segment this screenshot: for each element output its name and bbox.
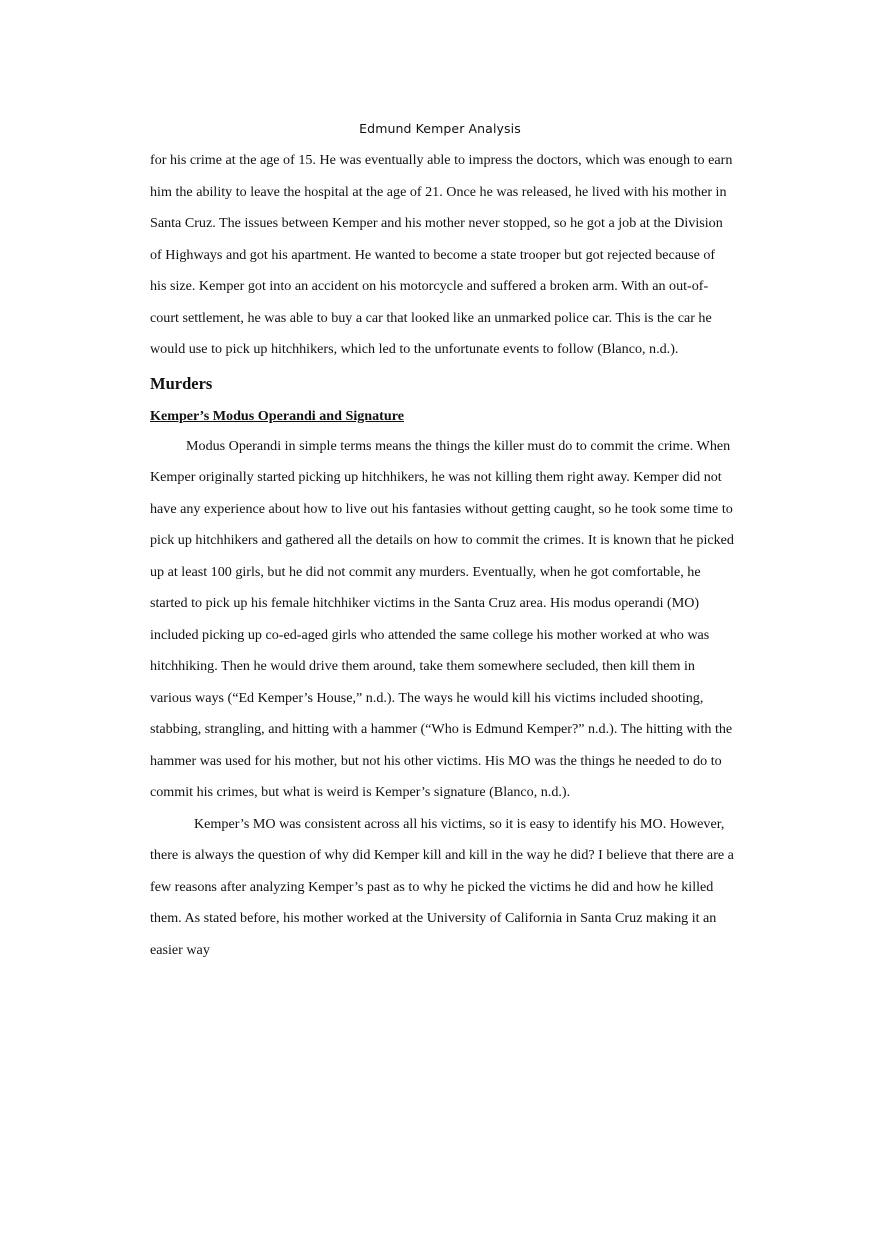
- intro-paragraph: for his crime at the age of 15. He was eventually able to impress the doctors, which was enough to earn him the ability to leave the hospital at the age of 21. Once he was released, he lived with his mother in Santa Cruz. The issues between Kemper and his mother never stopped, so he got a job at the Division of Highways and got his apartment. He wanted to become a state trooper but got rejected because of his size. Kemper got into an accident on his motorcycle and suffered a broken arm. With an out-of-court settlement, he was able to buy a car that looked like an unmarked police car. This is the car he would use to pick up hitchhikers, which led to the unfortunate events to follow (Blanco, n.d.).: [150, 152, 733, 357]
- document-body: [150, 145, 734, 966]
- modus-operandi-paragraph: Modus Operandi in simple terms means the things the killer must do to commit the crime. When Kemper originally started picking up hitchhikers, he was not killing them right away. Kemper did not have any experience about how to live out his fantasies without getting caught, so he took some time to pick up hitchhikers and gathered all the details on how to commit the crimes. It is known that he picked up at least 100 girls, but he did not commit any murders. Eventually, when he got comfortable, he started to pick up his female hitchhiker victims in the Santa Cruz area. His modus operandi (MO) included picking up co-ed-aged girls who attended the same college his mother worked at who was hitchhiking. Then he would drive them around, take them somewhere secluded, then kill them in various ways (“Ed Kemper’s House,” n.d.). The ways he would kill his victims included shooting, stabbing, strangling, and hitting with a hammer (“Who is Edmund Kemper?” n.d.). The hitting with the hammer was used for his mother, but not his other victims. His MO was the things he needed to do to commit his crimes, but what is weird is Kemper’s signature (Blanco, n.d.).: [150, 437, 734, 800]
- mo-consistency-paragraph: Kemper’s MO was consistent across all his victims, so it is easy to identify his MO. However, there is always the question of why did Kemper kill and kill in the way he did? I believe that there are a few reasons after analyzing Kemper’s past as to why he picked the victims he did and how he killed them. As stated before, his mother worked at the University of California in Santa Cruz making it an easier way: [150, 815, 734, 958]
- subsection-heading: Kemper’s Modus Operandi and Signature: [150, 407, 404, 424]
- running-head: Edmund Kemper Analysis: [359, 121, 521, 136]
- section-heading: Murders: [150, 373, 213, 393]
